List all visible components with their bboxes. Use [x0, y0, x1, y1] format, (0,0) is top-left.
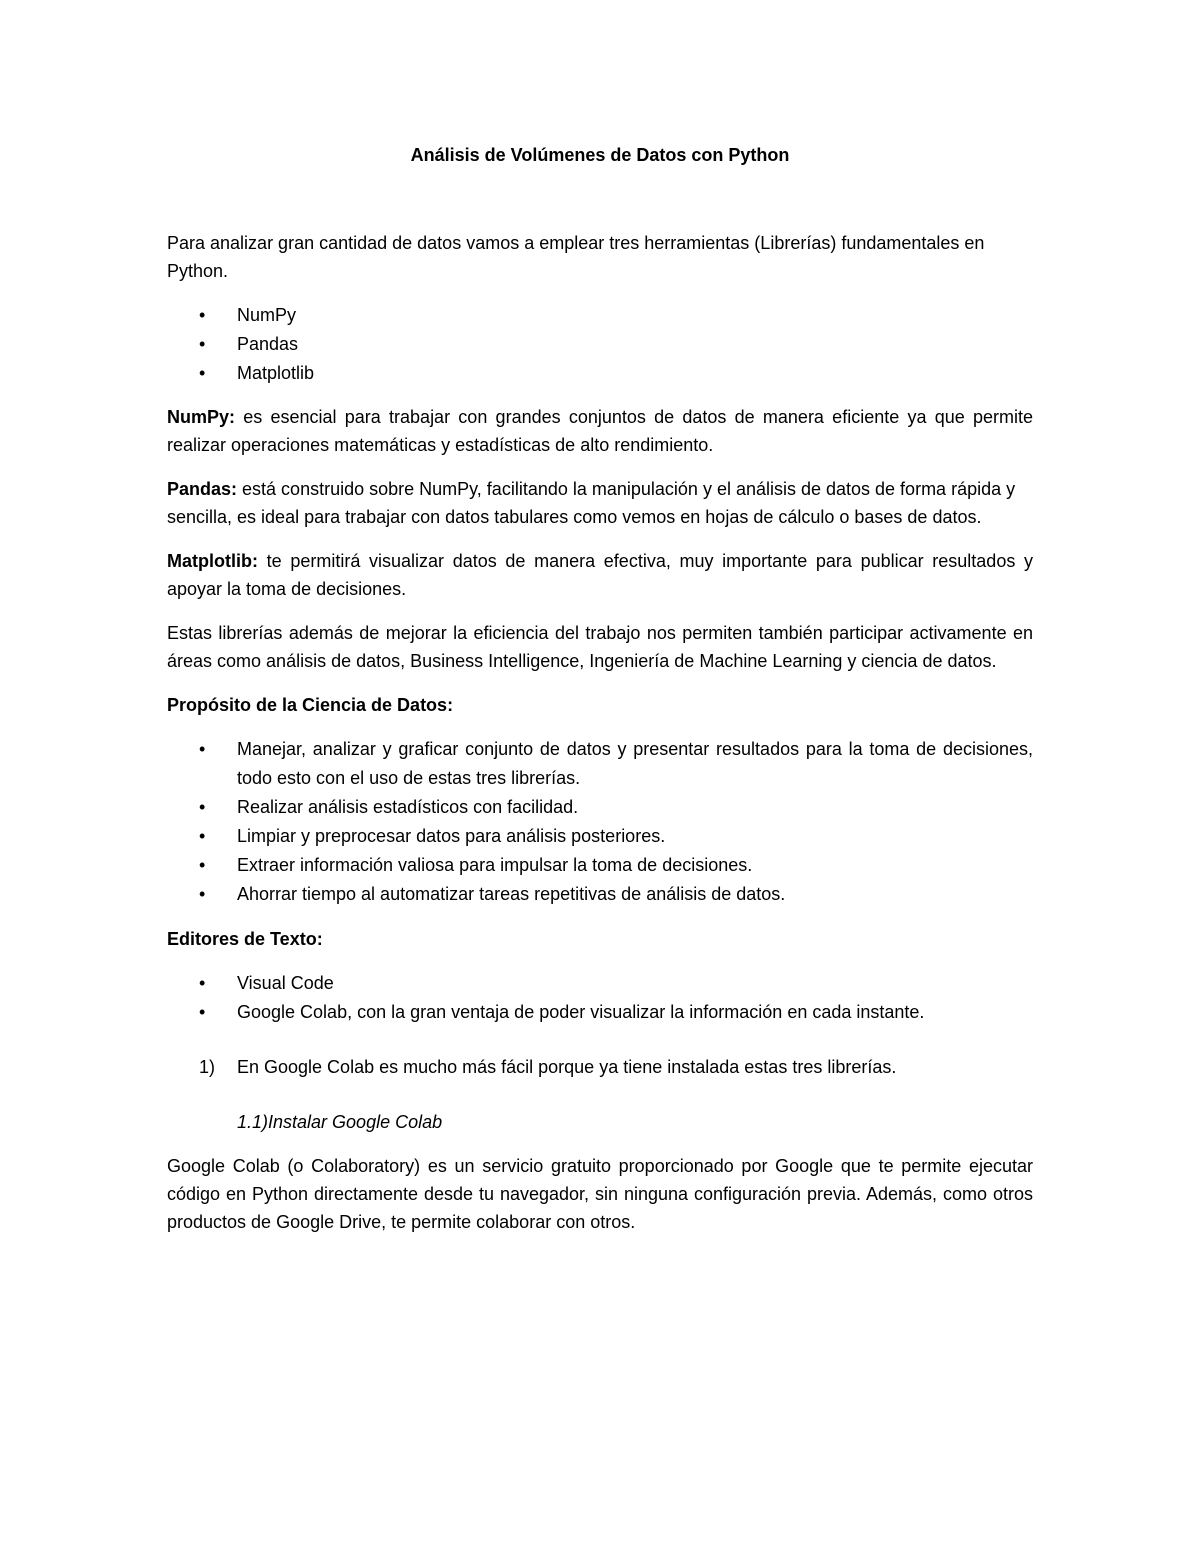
list-item [167, 301, 1033, 330]
numpy-text: es esencial para trabajar con grandes conjuntos de datos de manera eficiente ya que permite realizar operaciones matemáticas y estadísticas de alto rendimiento. [167, 407, 1033, 455]
bullet-icon: • [199, 797, 206, 817]
list-item-text: Visual Code [237, 973, 334, 993]
list-item-text: Realizar análisis estadísticos con facilidad. [237, 797, 579, 817]
matplotlib-paragraph [167, 547, 1033, 603]
bullet-icon: • [199, 973, 206, 993]
editores-heading: Editores de Texto: [167, 929, 323, 949]
list-item [167, 359, 1033, 388]
matplotlib-text: te permitirá visualizar datos de manera efectiva, muy importante para publicar resultados y apoyar la toma de decisiones. [167, 551, 1033, 599]
bullet-icon: • [199, 363, 206, 383]
list-item [167, 330, 1033, 359]
bullet-icon: • [199, 739, 206, 759]
document-title: Análisis de Volúmenes de Datos con Python [410, 145, 790, 165]
list-item [167, 969, 1033, 998]
list-item-text: Matplotlib [237, 363, 315, 383]
item-number: 1) [199, 1057, 216, 1077]
numbered-item-text: En Google Colab es mucho más fácil porque ya tiene instalada estas tres librerías. [237, 1057, 897, 1077]
list-item-text: Pandas [237, 334, 299, 354]
document-body [167, 141, 1033, 1236]
list-item-text: Manejar, analizar y graficar conjunto de datos y presentar resultados para la toma de decisiones, todo esto con el uso de estas tres librerías. [237, 739, 1033, 788]
subheading: 1.1)Instalar Google Colab [237, 1112, 443, 1132]
pandas-paragraph [167, 475, 1033, 531]
libraries-list [167, 301, 1033, 388]
list-item [167, 822, 1033, 851]
matplotlib-label: Matplotlib: [167, 551, 258, 571]
bullet-icon: • [199, 334, 206, 354]
editores-list [167, 969, 1033, 1027]
list-item [167, 851, 1033, 880]
list-item-text: Limpiar y preprocesar datos para análisis posteriores. [237, 826, 666, 846]
pandas-text: está construido sobre NumPy, facilitando la manipulación y el análisis de datos de forma rápida y sencilla, es ideal para trabajar con datos tabulares como vemos en hojas de cálculo o bases de datos. [167, 479, 1016, 527]
list-item-text: Google Colab, con la gran ventaja de poder visualizar la información en cada instante. [237, 1002, 925, 1022]
intro-paragraph: Para analizar gran cantidad de datos vamos a emplear tres herramientas (Librerías) fundamentales en Python. [167, 233, 985, 281]
bullet-icon: • [199, 826, 206, 846]
bullet-icon: • [199, 884, 206, 904]
numpy-paragraph [167, 403, 1033, 459]
numbered-item [167, 1053, 1033, 1082]
proposito-list [167, 735, 1033, 909]
estas-paragraph: Estas librerías además de mejorar la eficiencia del trabajo nos permiten también participar activamente en áreas como análisis de datos, Business Intelligence, Ingeniería de Machine Learning y ciencia de datos. [167, 623, 1033, 671]
list-item [167, 880, 1033, 909]
numpy-label: NumPy: [167, 407, 236, 427]
colab-paragraph: Google Colab (o Colaboratory) es un servicio gratuito proporcionado por Google que te permite ejecutar código en Python directamente desde tu navegador, sin ninguna configuración previa. Además, como otros productos de Google Drive, te permite colaborar con otros. [167, 1156, 1033, 1232]
numbered-list [167, 1053, 1033, 1082]
list-item [167, 793, 1033, 822]
pandas-label: Pandas: [167, 479, 238, 499]
bullet-icon: • [199, 305, 206, 325]
bullet-icon: • [199, 855, 206, 875]
list-item-text: Extraer información valiosa para impulsar la toma de decisiones. [237, 855, 753, 875]
list-item-text: NumPy [237, 305, 297, 325]
list-item [167, 735, 1033, 793]
bullet-icon: • [199, 1002, 206, 1022]
list-item [167, 998, 1033, 1027]
proposito-heading: Propósito de la Ciencia de Datos: [167, 695, 454, 715]
list-item-text: Ahorrar tiempo al automatizar tareas repetitivas de análisis de datos. [237, 884, 786, 904]
